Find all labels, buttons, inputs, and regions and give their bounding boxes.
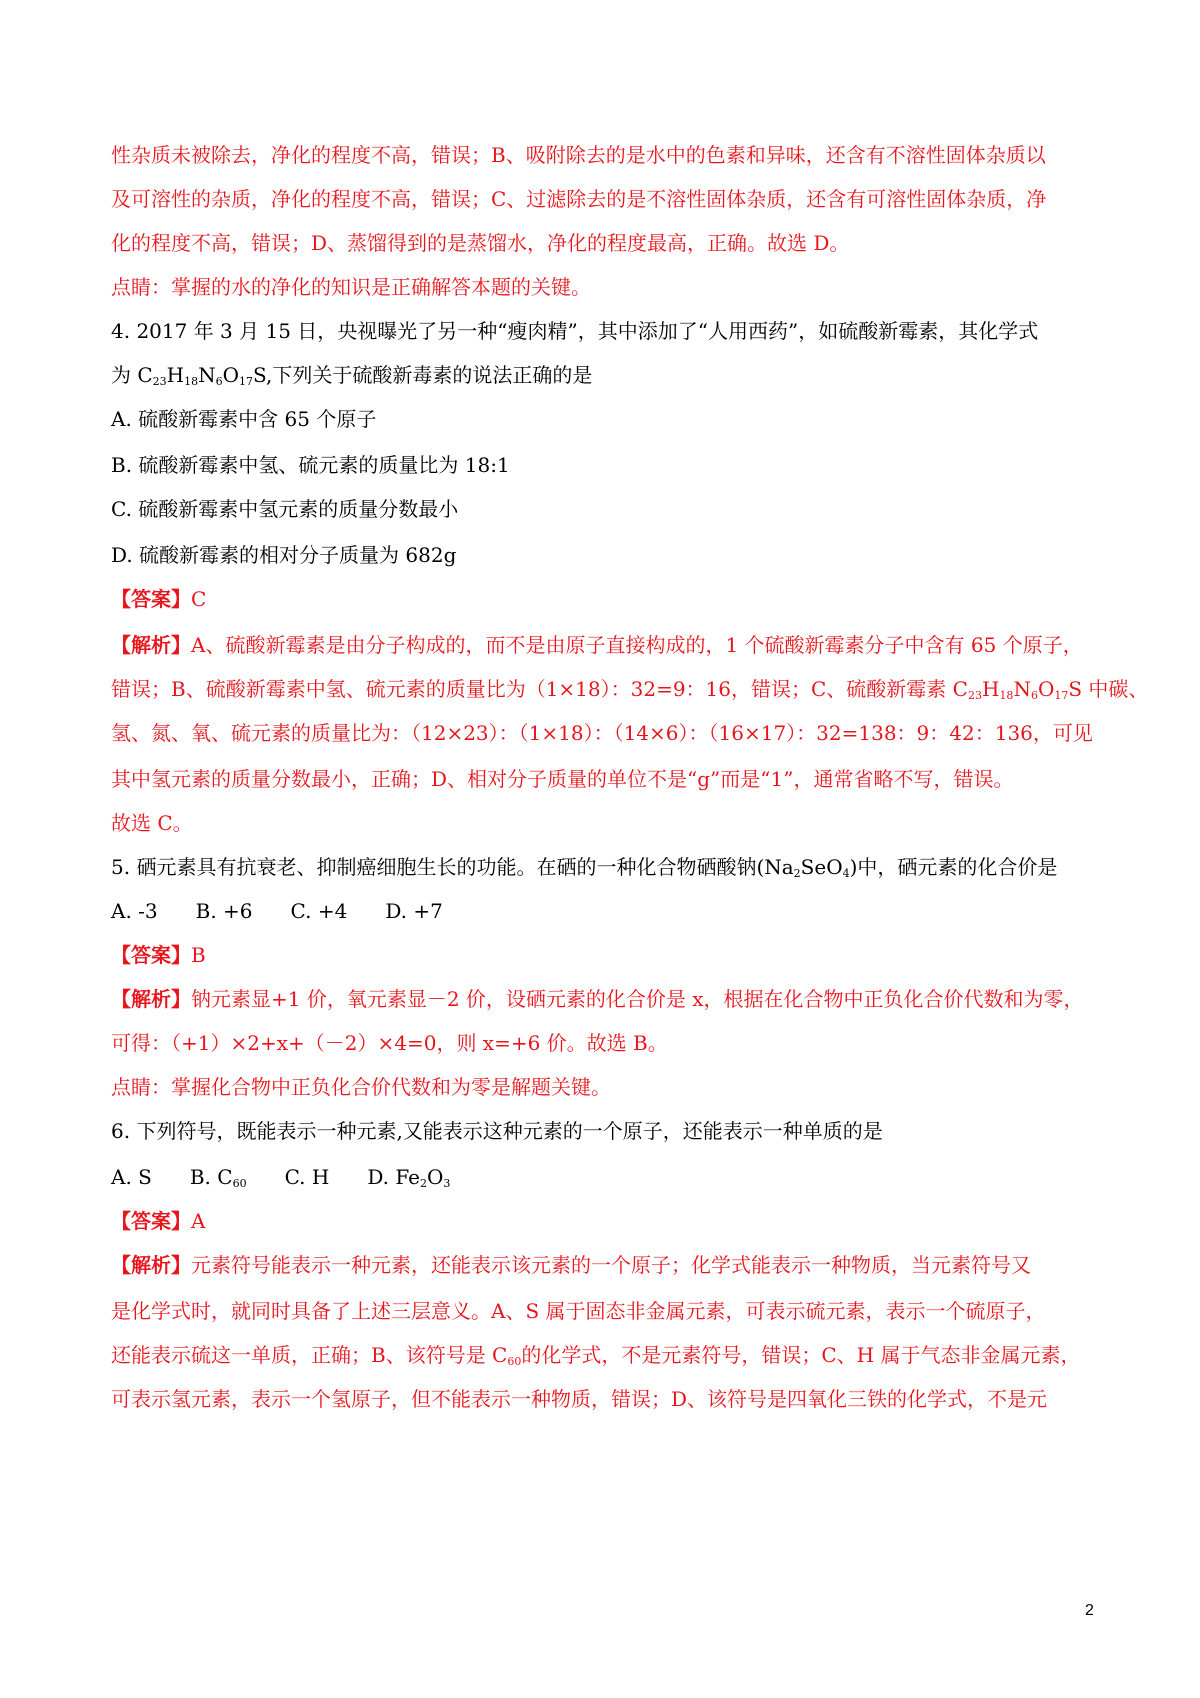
question-4-option-b: B. 硫酸新霉素中氢、硫元素的质量比为 18:1 bbox=[111, 453, 510, 477]
question-6-answer: 【答案】A bbox=[111, 1209, 206, 1233]
explanation-line: 化的程度不高，错误；D、蒸馏得到的是蒸馏水，净化的程度最高，正确。故选 D。 bbox=[111, 231, 850, 255]
question-5-option-b: B. +6 bbox=[195, 899, 253, 923]
explanation-line: 氢、氮、氧、硫元素的质量比为：（12×23）：（1×18）：（14×6）：（16×17）：32=138：9：42：136，可见 bbox=[111, 721, 1093, 745]
question-5-options bbox=[111, 896, 481, 926]
tip-line: 点睛：掌握化合物中正负化合价代数和为零是解题关键。 bbox=[111, 1075, 611, 1099]
explanation-line: 其中氢元素的质量分数最小，正确；D、相对分子质量的单位不是“g”而是“1”，通常省略不写，错误。 bbox=[111, 767, 1014, 791]
question-6-stem: 6. 下列符号，既能表示一种元素,又能表示这种元素的一个原子，还能表示一种单质的是 bbox=[111, 1119, 883, 1143]
question-6-options bbox=[111, 1162, 488, 1192]
question-4-explanation: 【解析】A、硫酸新霉素是由分子构成的，而不是由原子直接构成的，1 个硫酸新霉素分子中含有 65 个原子， bbox=[111, 633, 1083, 657]
question-5-option-c: C. +4 bbox=[290, 899, 348, 923]
explanation-line: 及可溶性的杂质，净化的程度不高，错误；C、过滤除去的是不溶性固体杂质，还含有可溶性固体杂质，净 bbox=[111, 187, 1047, 211]
question-5-option-d: D. +7 bbox=[385, 899, 443, 923]
page-number: 2 bbox=[1085, 1602, 1094, 1619]
question-4-option-d: D. 硫酸新霉素的相对分子质量为 682g bbox=[111, 543, 457, 567]
question-6-option-c: C. H bbox=[284, 1165, 330, 1189]
question-6-explanation: 【解析】元素符号能表示一种元素，还能表示该元素的一个原子；化学式能表示一种物质，当元素符号又 bbox=[111, 1253, 1031, 1277]
explanation-line: 性杂质未被除去，净化的程度不高，错误；B、吸附除去的是水中的色素和异味，还含有不溶性固体杂质以 bbox=[111, 143, 1046, 167]
question-5-stem: 5. 硒元素具有抗衰老、抑制癌细胞生长的功能。在硒的一种化合物硒酸钠$(Na_2SeO_4)$中，硒元素的化合价是 bbox=[111, 855, 1058, 880]
tip-line: 点睛：掌握的水的净化的知识是正确解答本题的关键。 bbox=[111, 275, 591, 299]
question-5-answer: 【答案】B bbox=[111, 943, 206, 967]
question-4-option-a: A. 硫酸新霉素中含 65 个原子 bbox=[111, 407, 377, 431]
question-4-stem: 4. 2017 年 3 月 15 日，央视曝光了另一种“瘦肉精”，其中添加了“人用西药”，如硫酸新霉素，其化学式 bbox=[111, 319, 1039, 343]
explanation-line: 可表示氢元素，表示一个氢原子，但不能表示一种物质，错误；D、该符号是四氧化三铁的化学式，不是元 bbox=[111, 1387, 1048, 1411]
explanation-line: 故选 C。 bbox=[111, 811, 193, 835]
question-5-explanation: 【解析】钠元素显+1 价，氧元素显－2 价，设硒元素的化合价是 x，根据在化合物中正负化合价代数和为零， bbox=[111, 987, 1084, 1011]
explanation-line: 是化学式时，就同时具备了上述三层意义。A、S 属于固态非金属元素，可表示硫元素，表示一个硫原子， bbox=[111, 1299, 1046, 1323]
question-4-stem-cont: 为 $C_{23}H_{18}N_6O_{17}S$,下列关于硫酸新毒素的说法正确的是 bbox=[111, 363, 593, 388]
question-5-option-a: A. -3 bbox=[111, 899, 158, 923]
question-4-option-c: C. 硫酸新霉素中氢元素的质量分数最小 bbox=[111, 497, 459, 521]
explanation-line: 可得：（+1）×2+x+（－2）×4=0，则 x=+6 价。故选 B。 bbox=[111, 1031, 668, 1055]
explanation-line: 错误；B、硫酸新霉素中氢、硫元素的质量比为（1×18）：32=9：16，错误；C、硫酸新霉素 $C_{23}H_{18}N_6O_{17}S$ 中碳、 bbox=[111, 677, 1149, 702]
question-6-option-b: B. $C_{60}$ bbox=[189, 1165, 247, 1190]
explanation-line: 还能表示硫这一单质，正确；B、该符号是 $C_{60}$的化学式，不是元素符号，错误；C、H 属于气态非金属元素， bbox=[111, 1343, 1081, 1368]
question-4-answer: 【答案】C bbox=[111, 587, 207, 611]
question-6-option-d: D. $Fe_2O_3$ bbox=[367, 1165, 451, 1190]
question-6-option-a: A. S bbox=[111, 1165, 152, 1189]
